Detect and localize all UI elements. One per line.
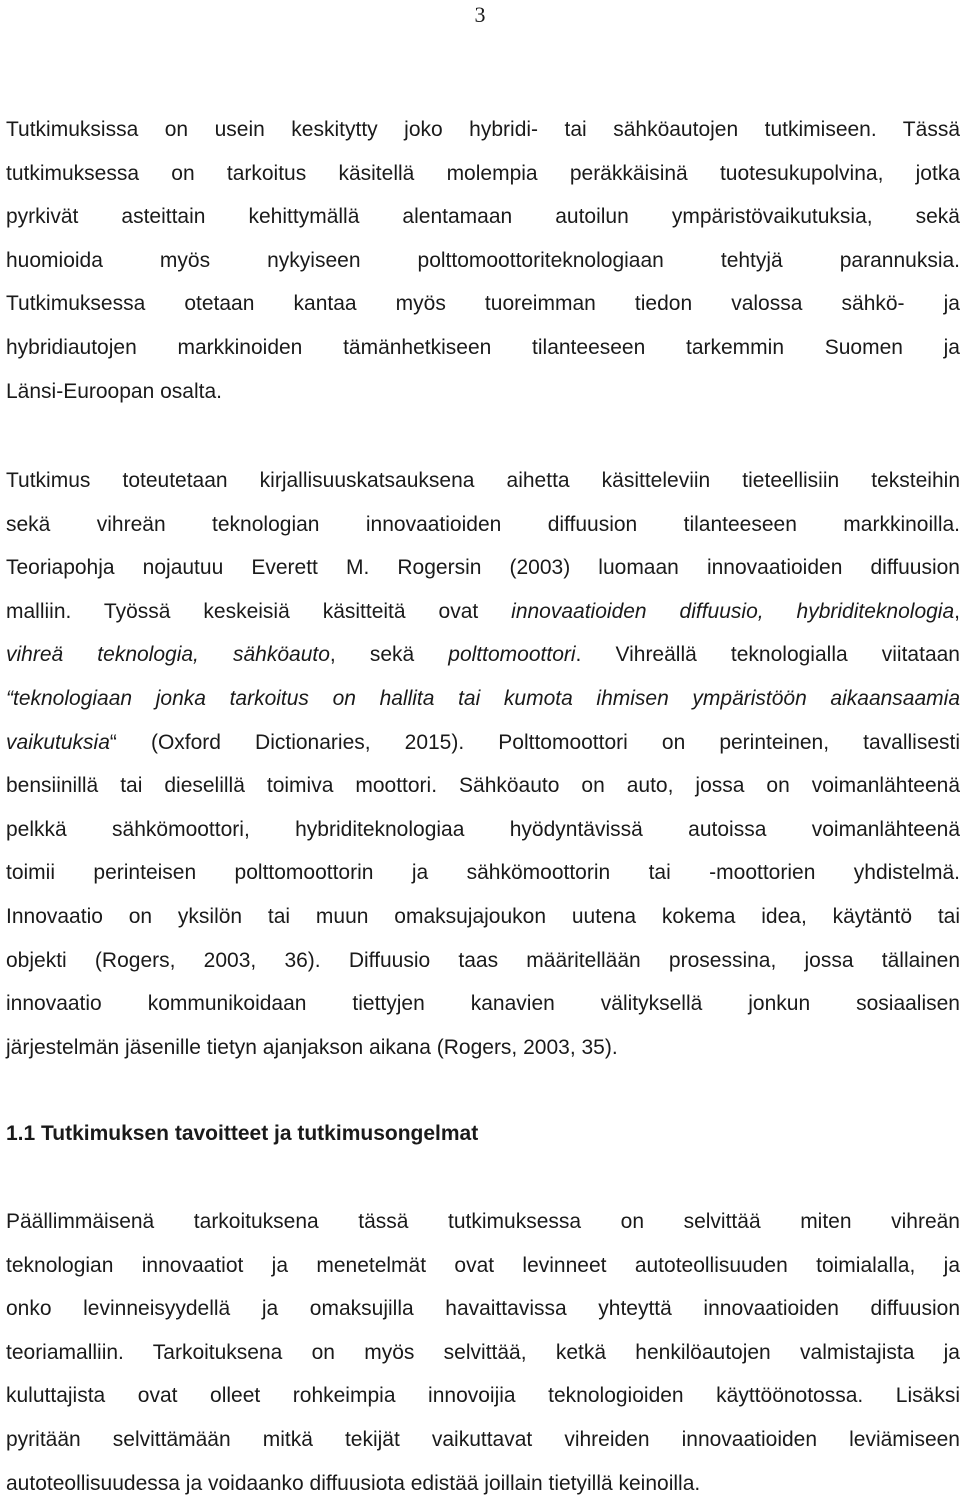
italic-term: vihreä teknologia, sähköauto bbox=[6, 643, 330, 667]
text-line: järjestelmän jäsenille tietyn ajanjakson aikana (Rogers, 2003, 35). bbox=[6, 1035, 618, 1059]
text-line: teoriamalliin. Tarkoituksena on myös selvittää, ketkä henkilöautojen valmistajista ja bbox=[6, 1340, 960, 1364]
text-run: “ (Oxford Dictionaries, 2015). Polttomoottori on perinteinen, tavallisesti bbox=[109, 730, 960, 754]
text-line: hybridiautojen markkinoiden tämänhetkiseen tilanteeseen tarkemmin Suomen ja bbox=[6, 335, 960, 359]
text-line: kuluttajista ovat olleet rohkeimpia innovoijia teknologioiden käyttöönotossa. Lisäksi bbox=[6, 1384, 960, 1408]
text-line: innovaatio kommunikoidaan tiettyjen kanavien välityksellä jonkun sosiaalisen bbox=[6, 992, 960, 1016]
text-line: bensiinillä tai dieselillä toimiva moottori. Sähköauto on auto, jossa on voimanlähteenä bbox=[6, 774, 960, 798]
section-heading: 1.1 Tutkimuksen tavoitteet ja tutkimusongelmat bbox=[6, 1122, 479, 1145]
paragraph-objectives bbox=[6, 1200, 960, 1505]
text-run: , bbox=[954, 599, 960, 623]
text-line: teknologian innovaatiot ja menetelmät ovat levinneet autoteollisuuden toimialalla, ja bbox=[6, 1253, 960, 1277]
text-line bbox=[6, 677, 960, 721]
text-line: toimii perinteisen polttomoottorin ja sähkömoottorin tai -moottorien yhdistelmä. bbox=[6, 861, 960, 885]
italic-term: polttomoottori bbox=[448, 643, 576, 667]
text-line bbox=[6, 590, 960, 634]
text-line: pelkkä sähkömoottori, hybriditeknologiaa hyödyntävissä autoissa voimanlähteenä bbox=[6, 817, 960, 841]
text-run: , sekä bbox=[329, 643, 449, 667]
text-line: huomioida myös nykyiseen polttomoottoriteknologiaan tehtyjä parannuksia. bbox=[6, 248, 960, 272]
text-line: Tutkimuksissa on usein keskitytty joko hybridi- tai sähköautojen tutkimiseen. Tässä bbox=[6, 118, 960, 141]
text-line: autoteollisuudessa ja voidaanko diffuusiota edistää joillain tietyillä keinoilla. bbox=[6, 1471, 701, 1495]
text-line bbox=[6, 633, 960, 677]
text-run: . Vihreällä teknologialla viitataan bbox=[575, 643, 960, 667]
page-number: 3 bbox=[474, 2, 486, 27]
text-line: Päällimmäisenä tarkoituksena tässä tutkimuksessa on selvittää miten vihreän bbox=[6, 1210, 960, 1233]
text-line: Innovaatio on yksilön tai muun omaksujajoukon uutena kokema idea, käytäntö tai bbox=[6, 904, 960, 928]
text-line: Tutkimus toteutetaan kirjallisuuskatsauksena aihetta käsitteleviin tieteellisiin teksteihin bbox=[6, 469, 960, 492]
text-line bbox=[6, 721, 960, 765]
text-line: sekä vihreän teknologian innovaatioiden diffuusion tilanteeseen markkinoilla. bbox=[6, 512, 960, 536]
paragraph-method bbox=[6, 459, 960, 1069]
text-line: Länsi-Euroopan osalta. bbox=[6, 379, 222, 403]
text-line: Tutkimuksessa otetaan kantaa myös tuoreimman tiedon valossa sähkö- ja bbox=[6, 292, 960, 316]
italic-term: innovaatioiden diffuusio, hybriditeknologia bbox=[511, 599, 955, 623]
text-line: Teoriapohja nojautuu Everett M. Rogersin (2003) luomaan innovaatioiden diffuusion bbox=[6, 556, 960, 580]
text-line: objekti (Rogers, 2003, 36). Diffuusio taas määritellään prosessina, jossa tällainen bbox=[6, 948, 960, 972]
italic-quote: vaikutuksia bbox=[6, 730, 110, 754]
text-line: tutkimuksessa on tarkoitus käsitellä molempia peräkkäisinä tuotesukupolvina, jotka bbox=[6, 161, 960, 185]
text-line: pyritään selvittämään mitkä tekijät vaikuttavat vihreiden innovaatioiden leviämiseen bbox=[6, 1427, 960, 1451]
text-line: onko levinneisyydellä ja omaksujilla havaittavissa yhteyttä innovaatioiden diffuusion bbox=[6, 1297, 960, 1321]
text-line: pyrkivät asteittain kehittymällä alentamaan autoilun ympäristövaikutuksia, sekä bbox=[6, 205, 960, 229]
text-run: malliin. Työssä keskeisiä käsitteitä ovat bbox=[6, 599, 512, 623]
paragraph-intro bbox=[6, 108, 960, 413]
italic-quote: “teknologiaan jonka tarkoitus on hallita tai kumota ihmisen ympäristöön aikaansaamia bbox=[6, 686, 960, 710]
